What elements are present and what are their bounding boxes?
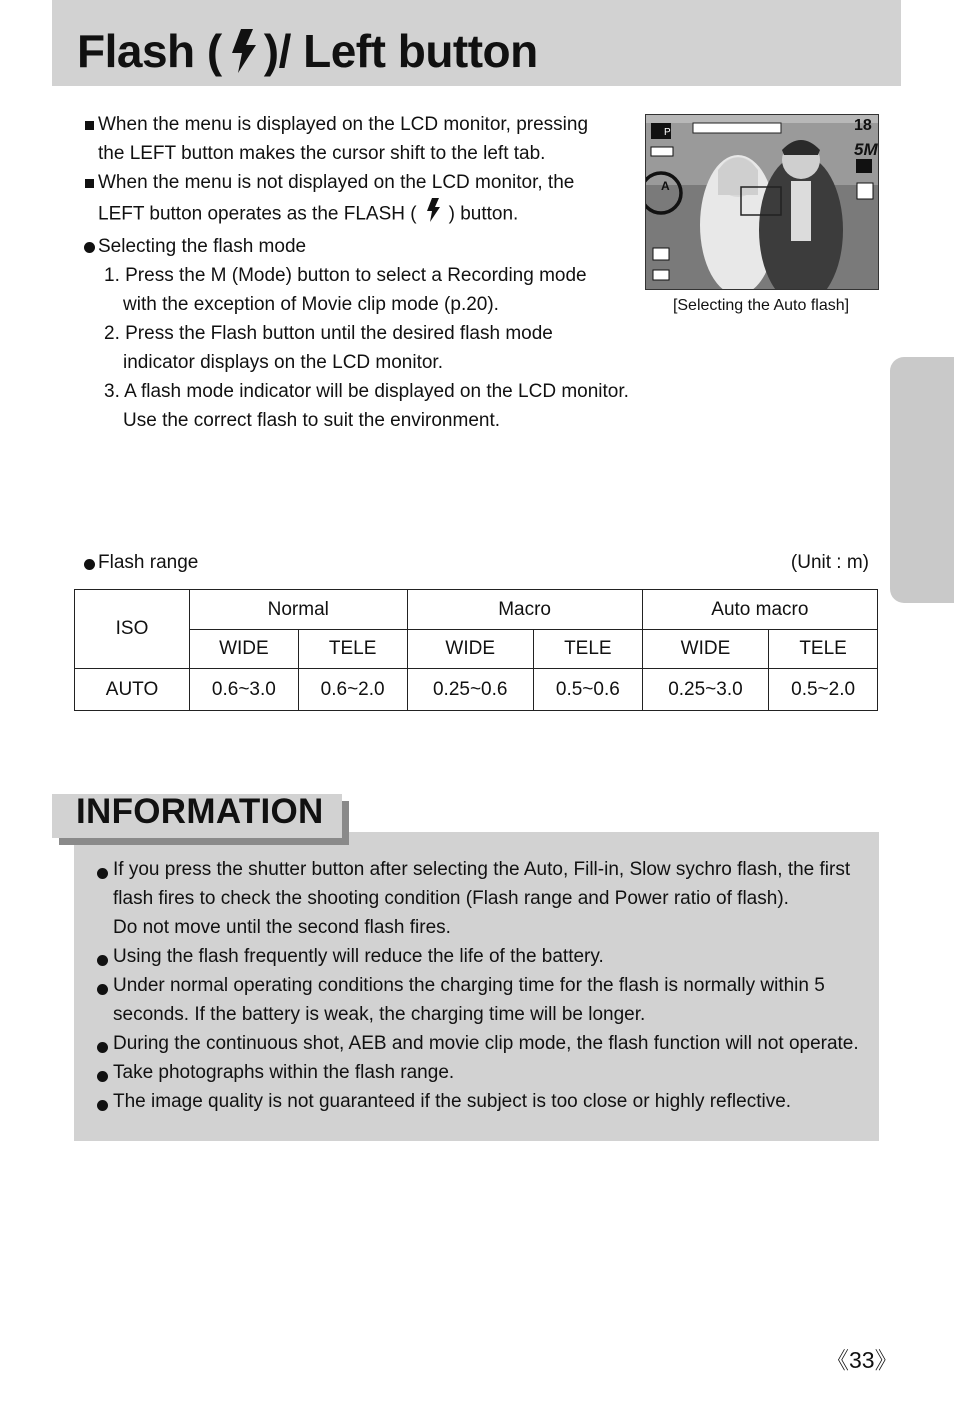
- intro-item-2: When the menu is not displayed on the LCD monitor, the: [84, 168, 644, 197]
- photo-caption: [Selecting the Auto flash]: [672, 297, 850, 314]
- lcd-flash-mode: A: [661, 179, 670, 193]
- side-tab: [890, 357, 954, 603]
- subheader: TELE: [298, 630, 407, 669]
- info-item-1: If you press the shutter button after selecting the Auto, Fill-in, Slow sychro flash, the first: [97, 855, 867, 884]
- intro-item-1: When the menu is displayed on the LCD monitor, pressing: [84, 110, 644, 139]
- title-prefix: Flash (: [77, 25, 222, 77]
- info-item-3-cont: seconds. If the battery is weak, the charging time will be longer.: [113, 1004, 646, 1025]
- info-item-5: Take photographs within the flash range.: [97, 1058, 867, 1087]
- flash-icon-inline: [425, 197, 441, 232]
- flash-range-table: [74, 589, 878, 711]
- information-list: [97, 855, 867, 1116]
- subheader: WIDE: [407, 630, 533, 669]
- intro-item-1-cont: the LEFT button makes the cursor shift to the left tab.: [98, 143, 546, 164]
- intro-item-2-prefix: LEFT button operates as the FLASH (: [98, 203, 417, 225]
- step-2: 2. Press the Flash button until the desired flash mode: [104, 323, 553, 344]
- info-item-3: Under normal operating conditions the charging time for the flash is normally within 5: [97, 971, 867, 1000]
- table-cell: 0.6~3.0: [190, 669, 299, 711]
- row-label-auto: AUTO: [75, 669, 190, 711]
- step-3: 3. A flash mode indicator will be displayed on the LCD monitor.: [104, 381, 629, 402]
- unit-label: (Unit : m): [790, 552, 869, 573]
- table-cell: 0.25~3.0: [642, 669, 768, 711]
- lcd-screen-photo: [645, 114, 879, 290]
- step-3-cont: Use the correct flash to suit the environment.: [123, 410, 501, 431]
- flash-range-label: Flash range: [84, 552, 198, 574]
- info-item-2: Using the flash frequently will reduce the life of the battery.: [97, 942, 867, 971]
- table-cell: 0.25~0.6: [407, 669, 533, 711]
- intro-item-2-cont: [84, 197, 644, 232]
- flash-icon: [228, 27, 258, 75]
- subheader: WIDE: [190, 630, 299, 669]
- intro-item-3: Selecting the flash mode: [84, 232, 644, 261]
- information-title: INFORMATION: [76, 792, 324, 831]
- lcd-shot-count: 18: [854, 117, 872, 134]
- table-cell: 0.6~2.0: [298, 669, 407, 711]
- lcd-resolution: 5M: [854, 140, 878, 159]
- subheader: WIDE: [642, 630, 768, 669]
- step-2-cont: indicator displays on the LCD monitor.: [123, 352, 443, 373]
- lcd-mode-letter: P: [664, 127, 671, 138]
- group-auto-macro: Auto macro: [642, 590, 877, 630]
- page-title: [77, 24, 538, 78]
- subheader: TELE: [769, 630, 878, 669]
- info-item-1-cont2: Do not move until the second flash fires.: [113, 917, 451, 938]
- iso-header: ISO: [75, 590, 190, 669]
- group-normal: Normal: [190, 590, 408, 630]
- subheader: TELE: [533, 630, 642, 669]
- table-cell: 0.5~0.6: [533, 669, 642, 711]
- table-cell: 0.5~2.0: [769, 669, 878, 711]
- table-row: [75, 669, 878, 711]
- page-number-value: 33: [849, 1347, 875, 1373]
- step-1-cont: with the exception of Movie clip mode (p.20).: [123, 294, 499, 315]
- info-item-4: During the continuous shot, AEB and movie clip mode, the flash function will not operate.: [97, 1029, 867, 1058]
- title-suffix: )/ Left button: [263, 25, 538, 77]
- step-1: 1. Press the M (Mode) button to select a Recording mode: [104, 265, 587, 286]
- group-macro: Macro: [407, 590, 642, 630]
- info-item-6: The image quality is not guaranteed if the subject is too close or highly reflective.: [97, 1087, 867, 1116]
- info-item-1-cont: flash fires to check the shooting condition (Flash range and Power ratio of flash).: [113, 888, 789, 909]
- page-number: 《33》: [826, 1347, 898, 1373]
- intro-item-2-suffix: ) button.: [448, 203, 519, 225]
- intro-list: [84, 110, 644, 435]
